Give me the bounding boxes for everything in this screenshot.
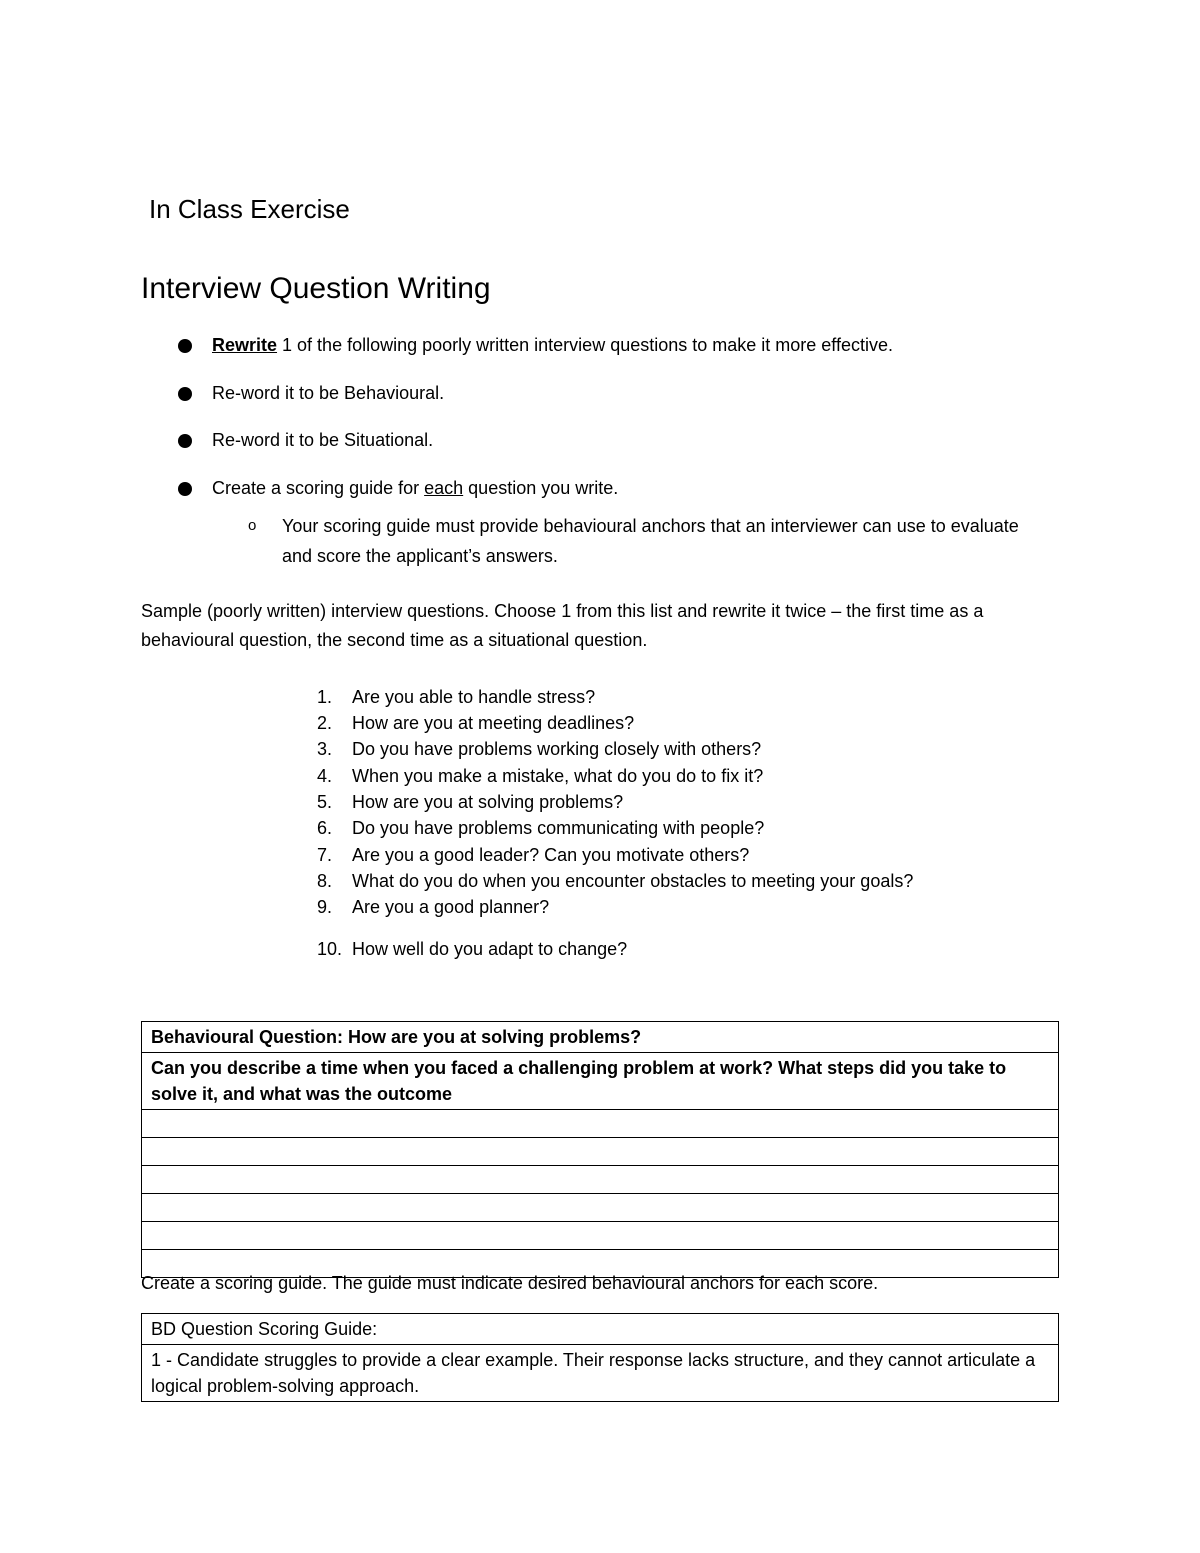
list-item: 3. Do you have problems working closely with others? [317,739,762,759]
instruction-text: 1 of the following poorly written interview questions to make it more effective. [277,335,893,355]
blank-table-row[interactable] [142,1194,1059,1222]
scoring-guide-row[interactable]: 1 - Candidate struggles to provide a clear example. Their response lacks structure, and they cannot articulate a logical problem-solving approach. [142,1345,1059,1402]
instruction-text: Re-word it to be Situational. [212,430,434,450]
list-item: 9. Are you a good planner? [317,897,550,917]
bullet-icon [178,434,192,448]
instruction-text: Create a scoring guide for [212,478,425,498]
blank-table-row[interactable] [142,1110,1059,1138]
sub-instruction-text: Your scoring guide must provide behavioural anchors that an interviewer can use to evaluate and score the applicant’s answers. [282,516,1019,566]
instruction-text-end: question you write. [463,478,619,498]
circle-bullet-icon: o [248,517,257,534]
exercise-label: In Class Exercise [149,194,350,224]
bullet-icon [178,339,192,353]
behavioural-question-table [141,1021,1059,1278]
behavioural-question-answer[interactable]: Can you describe a time when you faced a challenging problem at work? What steps did you take to solve it, and what was the outcome [142,1053,1059,1110]
list-item: 5. How are you at solving problems? [317,792,624,812]
intro-paragraph: Sample (poorly written) interview questions. Choose 1 from this list and rewrite it twice – the first time as a behavioural question, the second time as a situational question. [141,601,984,650]
list-item: 10. How well do you adapt to change? [317,939,628,959]
list-item: 2. How are you at meeting deadlines? [317,713,635,733]
list-item: 6. Do you have problems communicating with people? [317,818,765,838]
bullet-icon [178,387,192,401]
scoring-guide-header: BD Question Scoring Guide: [142,1314,1059,1345]
sub-instruction-item [248,511,1038,571]
list-item: 7. Are you a good leader? Can you motivate others? [317,845,750,865]
list-item: 4. When you make a mistake, what do you do to fix it? [317,766,764,786]
page-title: Interview Question Writing [141,272,491,305]
list-item: 1. Are you able to handle stress? [317,687,596,707]
scoring-guide-caption: Create a scoring guide. The guide must indicate desired behavioural anchors for each score. [141,1273,879,1293]
bullet-icon [178,482,192,496]
each-keyword: each [424,478,464,498]
blank-table-row[interactable] [142,1222,1059,1250]
blank-table-row[interactable] [142,1138,1059,1166]
rewrite-keyword: Rewrite [212,335,278,355]
scoring-guide-table [141,1313,1059,1402]
behavioural-question-header: Behavioural Question: How are you at solving problems? [142,1022,1059,1053]
list-item: 8. What do you do when you encounter obstacles to meeting your goals? [317,871,914,891]
blank-table-row[interactable] [142,1166,1059,1194]
instruction-text: Re-word it to be Behavioural. [212,383,445,403]
